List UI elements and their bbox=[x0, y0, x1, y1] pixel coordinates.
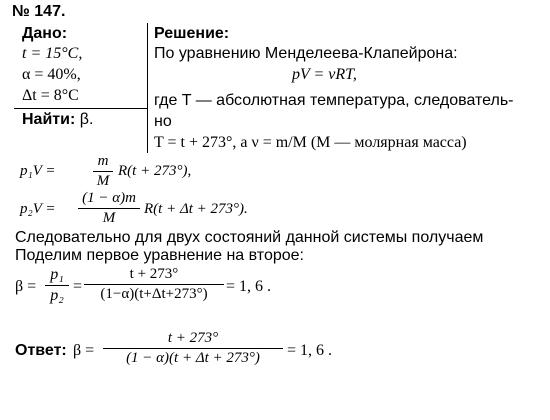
eq3-numerator: t + 273° bbox=[129, 266, 179, 282]
eq3-p-ratio bbox=[45, 266, 69, 305]
eq1-rhs: R(t + 273°), bbox=[118, 163, 192, 179]
solution-where-line2: но bbox=[154, 113, 172, 130]
eq3-p2: p₂ bbox=[50, 287, 64, 304]
answer-fraction-bar bbox=[103, 348, 283, 349]
answer-denominator: (1 − α)(t + Δt + 273°) bbox=[126, 350, 260, 366]
eq3-beta: β = bbox=[15, 278, 37, 295]
eq2-lhs: p₂V = bbox=[20, 201, 56, 217]
eq3-p1: p₁ bbox=[50, 266, 64, 283]
eq1-fraction bbox=[93, 153, 113, 190]
eq2-fraction-bar bbox=[78, 208, 140, 209]
answer-result: = 1, 6 . bbox=[287, 342, 333, 359]
eq2-fraction bbox=[78, 190, 140, 227]
eq3-fraction bbox=[84, 266, 224, 303]
given-solution-divider bbox=[147, 23, 148, 153]
solution-where-line3: T = t + 273°, а ν = m/M (M — молярная масса) bbox=[154, 134, 467, 151]
eq3-equals: = bbox=[73, 278, 83, 295]
answer-fraction bbox=[103, 330, 283, 367]
given-find-divider bbox=[14, 108, 147, 109]
text-line-1: Следовательно для двух состояний данной системы получаем bbox=[15, 229, 484, 246]
solution-equation: pV = νRT, bbox=[292, 66, 357, 83]
text-line-2: Поделим первое уравнение на второе: bbox=[15, 247, 304, 264]
eq3-denominator: (1−α)(t+Δt+273°) bbox=[100, 286, 208, 302]
eq3-p-ratio-bar bbox=[45, 285, 69, 286]
eq1-lhs: p₁V = bbox=[20, 163, 56, 179]
eq2-denominator: M bbox=[102, 210, 116, 226]
solution-where-line1: где T — абсолютная температура, следователь- bbox=[154, 92, 514, 109]
find-line bbox=[22, 111, 93, 129]
eq1-fraction-bar bbox=[93, 171, 113, 172]
given-delta-t: Δt = 8°C bbox=[22, 87, 79, 104]
given-alpha: α = 40%, bbox=[22, 66, 81, 83]
eq3-result: = 1, 6 . bbox=[226, 278, 272, 295]
eq2-numerator: (1 − α)m bbox=[82, 190, 136, 206]
find-value: β. bbox=[79, 111, 94, 128]
solution-heading: Решение: bbox=[154, 25, 230, 42]
given-heading: Дано: bbox=[22, 25, 68, 42]
problem-number: № 147. bbox=[12, 3, 66, 20]
given-temperature: t = 15°C, bbox=[22, 45, 83, 62]
answer-numerator: t + 273° bbox=[167, 330, 219, 346]
find-heading: Найти: bbox=[22, 111, 76, 128]
answer-label: Ответ: bbox=[15, 342, 67, 359]
eq3-fraction-bar bbox=[84, 284, 224, 285]
answer-beta: β = bbox=[73, 342, 95, 359]
eq1-numerator: m bbox=[97, 153, 109, 169]
solution-intro: По уравнению Менделеева-Клапейрона: bbox=[154, 45, 458, 62]
eq2-rhs: R(t + Δt + 273°). bbox=[144, 201, 248, 217]
eq1-denominator: M bbox=[96, 173, 110, 189]
